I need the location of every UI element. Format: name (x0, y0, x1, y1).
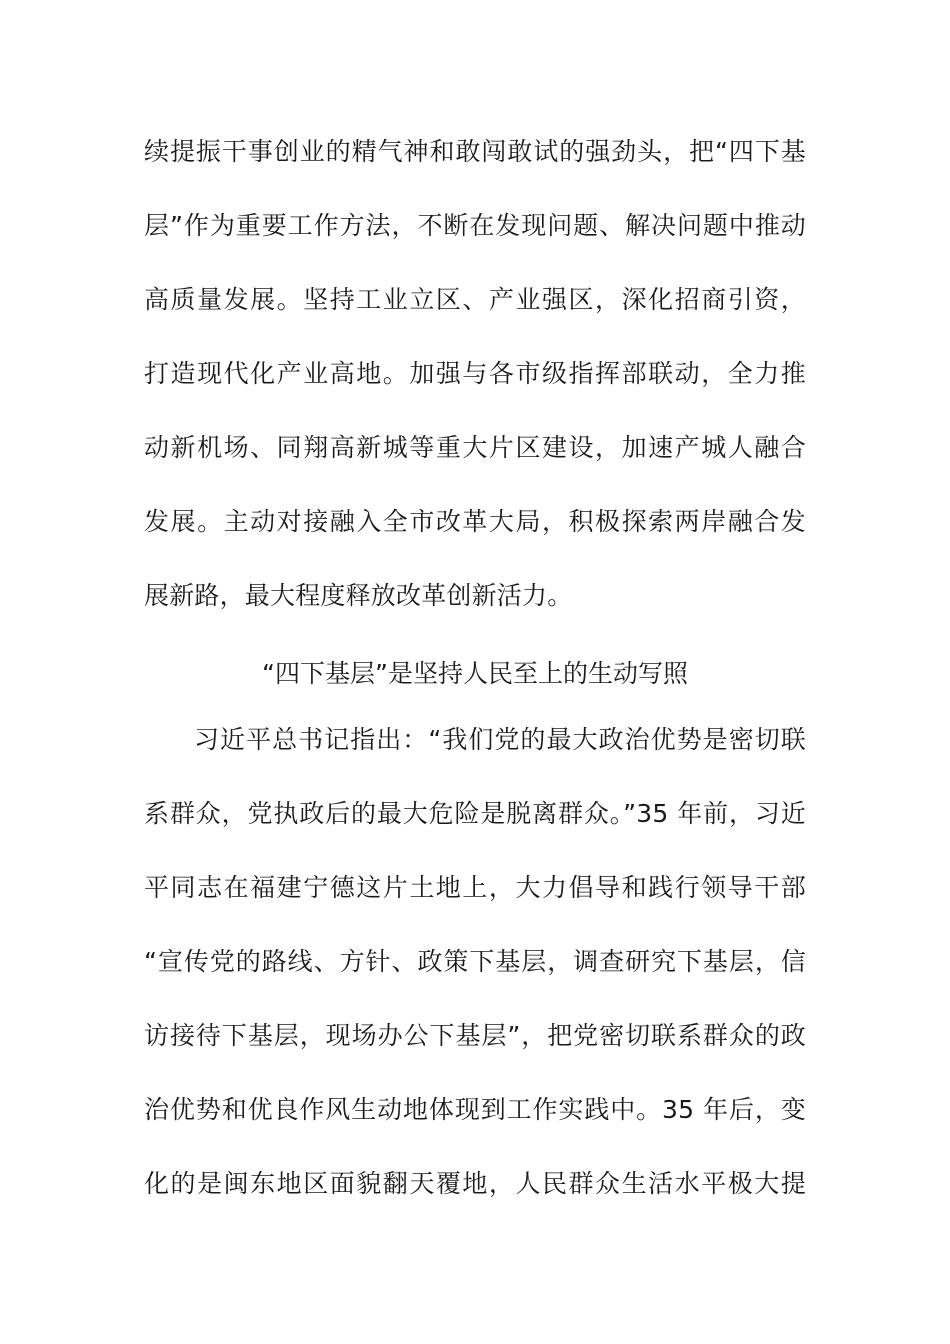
section-heading: “四下基层”是坚持人民至上的生动写照 (262, 659, 688, 688)
paragraph-line: 治优势和优良作风生动地体现到工作实践中。35 年后，变 (144, 1095, 806, 1124)
paragraph-line: 展新路，最大程度释放改革创新活力。 (144, 581, 573, 610)
paragraph-line: 高质量发展。坚持工业立区、产业强区，深化招商引资， (144, 285, 806, 314)
paragraph-line: 平同志在福建宁德这片土地上，大力倡导和践行领导干部 (144, 873, 806, 902)
paragraph-line: 化的是闽东地区面貌翻天覆地，人民群众生活水平极大提 (144, 1169, 806, 1198)
paragraph-line: 打造现代化产业高地。加强与各市级指挥部联动，全力推 (144, 359, 806, 388)
paragraph-line: 发展。主动对接融入全市改革大局，积极探索两岸融合发 (144, 507, 806, 536)
paragraph-line: 访接待下基层，现场办公下基层”，把党密切联系群众的政 (144, 1021, 806, 1050)
paragraph-line: “宣传党的路线、方针、政策下基层，调查研究下基层，信 (144, 947, 806, 976)
paragraph-line: 动新机场、同翔高新城等重大片区建设，加速产城人融合 (144, 433, 806, 462)
paragraph-line: 习近平总书记指出：“我们党的最大政治优势是密切联 (194, 725, 806, 754)
paragraph-line: 层”作为重要工作方法，不断在发现问题、解决问题中推动 (144, 211, 806, 240)
paragraph-line: 系群众，党执政后的最大危险是脱离群众。”35 年前，习近 (144, 799, 806, 828)
paragraph-line: 续提振干事创业的精气神和敢闯敢试的强劲头，把“四下基 (144, 137, 806, 166)
